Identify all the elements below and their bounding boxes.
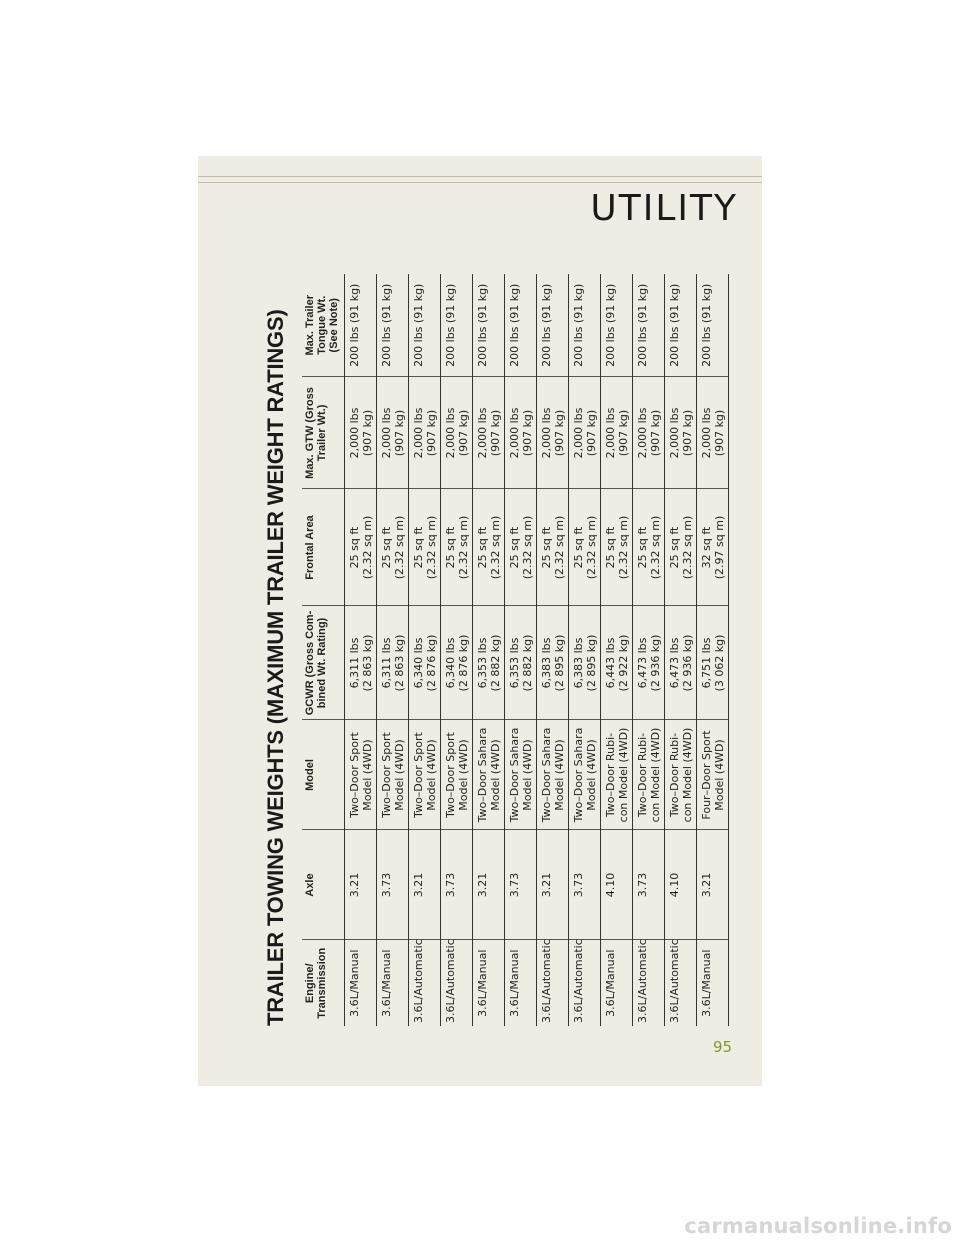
cell-max-gtw: 2,000 lbs (907 kg) <box>345 377 377 489</box>
cell-frontal-area: 25 sq ft (2.32 sq m) <box>377 489 409 606</box>
cell-gcwr: 6,751 lbs (3 062 kg) <box>697 606 729 720</box>
watermark-text: carmanualsonline.info <box>684 1214 952 1238</box>
towing-weights-table <box>302 274 729 1026</box>
cell-model: Four–Door Sport Model (4WD) <box>697 720 729 830</box>
cell-frontal-area: 25 sq ft (2.32 sq m) <box>473 489 505 606</box>
cell-axle: 3.73 <box>377 830 409 940</box>
table-row <box>441 274 473 1026</box>
table-row <box>409 274 441 1026</box>
cell-model: Two–Door Sahara Model (4WD) <box>505 720 537 830</box>
cell-axle: 3.73 <box>505 830 537 940</box>
cell-engine-transmission: 3.6L/Automatic <box>441 940 473 1026</box>
section-title: UTILITY <box>590 188 738 229</box>
cell-max-tongue-weight: 200 lbs (91 kg) <box>377 274 409 377</box>
table-row <box>633 274 665 1026</box>
cell-model: Two–Door Rubi- con Model (4WD) <box>633 720 665 830</box>
cell-model: Two–Door Rubi- con Model (4WD) <box>665 720 697 830</box>
cell-frontal-area: 25 sq ft (2.32 sq m) <box>537 489 569 606</box>
cell-frontal-area: 25 sq ft (2.32 sq m) <box>409 489 441 606</box>
cell-gcwr: 6,443 lbs (2 922 kg) <box>601 606 633 720</box>
table-title: TRAILER TOWING WEIGHTS (MAXIMUM TRAILER WEIGHT RATINGS) <box>263 309 288 1026</box>
header-axle: Axle <box>302 830 345 940</box>
header-rule <box>198 182 762 183</box>
cell-max-tongue-weight: 200 lbs (91 kg) <box>665 274 697 377</box>
header-max-tongue-weight: Max. Trailer Tongue Wt. (See Note) <box>302 274 345 377</box>
cell-max-tongue-weight: 200 lbs (91 kg) <box>633 274 665 377</box>
cell-model: Two–Door Sahara Model (4WD) <box>537 720 569 830</box>
cell-max-gtw: 2,000 lbs (907 kg) <box>409 377 441 489</box>
cell-axle: 4.10 <box>601 830 633 940</box>
table-row <box>697 274 729 1026</box>
cell-max-gtw: 2,000 lbs (907 kg) <box>665 377 697 489</box>
cell-engine-transmission: 3.6L/Automatic <box>569 940 601 1026</box>
cell-model: Two–Door Sport Model (4WD) <box>345 720 377 830</box>
header-gcwr: GCWR (Gross Com- bined Wt. Rating) <box>302 606 345 720</box>
cell-frontal-area: 32 sq ft (2.97 sq m) <box>697 489 729 606</box>
cell-engine-transmission: 3.6L/Automatic <box>665 940 697 1026</box>
cell-max-gtw: 2,000 lbs (907 kg) <box>441 377 473 489</box>
page-number: 95 <box>713 1038 733 1056</box>
cell-engine-transmission: 3.6L/Manual <box>345 940 377 1026</box>
cell-model: Two–Door Sport Model (4WD) <box>377 720 409 830</box>
cell-engine-transmission: 3.6L/Automatic <box>633 940 665 1026</box>
cell-model: Two–Door Sahara Model (4WD) <box>569 720 601 830</box>
cell-max-tongue-weight: 200 lbs (91 kg) <box>409 274 441 377</box>
cell-axle: 3.21 <box>473 830 505 940</box>
cell-model: Two–Door Sport Model (4WD) <box>441 720 473 830</box>
cell-frontal-area: 25 sq ft (2.32 sq m) <box>665 489 697 606</box>
table-row <box>665 274 697 1026</box>
cell-engine-transmission: 3.6L/Manual <box>473 940 505 1026</box>
cell-max-gtw: 2,000 lbs (907 kg) <box>473 377 505 489</box>
table-row <box>345 274 377 1026</box>
cell-frontal-area: 25 sq ft (2.32 sq m) <box>633 489 665 606</box>
cell-model: Two–Door Sport Model (4WD) <box>409 720 441 830</box>
cell-max-gtw: 2,000 lbs (907 kg) <box>377 377 409 489</box>
cell-max-tongue-weight: 200 lbs (91 kg) <box>505 274 537 377</box>
cell-max-gtw: 2,000 lbs (907 kg) <box>505 377 537 489</box>
cell-frontal-area: 25 sq ft (2.32 sq m) <box>441 489 473 606</box>
cell-frontal-area: 25 sq ft (2.32 sq m) <box>569 489 601 606</box>
header-model: Model <box>302 720 345 830</box>
cell-gcwr: 6,340 lbs (2 876 kg) <box>441 606 473 720</box>
cell-axle: 3.73 <box>569 830 601 940</box>
cell-axle: 3.21 <box>697 830 729 940</box>
cell-max-gtw: 2,000 lbs (907 kg) <box>697 377 729 489</box>
cell-max-tongue-weight: 200 lbs (91 kg) <box>601 274 633 377</box>
cell-axle: 3.21 <box>537 830 569 940</box>
table-row <box>505 274 537 1026</box>
table-row <box>601 274 633 1026</box>
cell-max-gtw: 2,000 lbs (907 kg) <box>633 377 665 489</box>
cell-max-tongue-weight: 200 lbs (91 kg) <box>697 274 729 377</box>
table-row <box>569 274 601 1026</box>
cell-max-gtw: 2,000 lbs (907 kg) <box>537 377 569 489</box>
header-rule <box>198 176 762 177</box>
cell-model: Two–Door Rubi- con Model (4WD) <box>601 720 633 830</box>
towing-table-rotated <box>250 274 725 1026</box>
cell-engine-transmission: 3.6L/Manual <box>505 940 537 1026</box>
table-header-row <box>302 274 345 1026</box>
cell-engine-transmission: 3.6L/Automatic <box>537 940 569 1026</box>
cell-gcwr: 6,383 lbs (2 895 kg) <box>569 606 601 720</box>
cell-max-tongue-weight: 200 lbs (91 kg) <box>569 274 601 377</box>
cell-gcwr: 6,353 lbs (2 882 kg) <box>473 606 505 720</box>
cell-axle: 4.10 <box>665 830 697 940</box>
header-max-gtw: Max. GTW (Gross Trailer Wt.) <box>302 377 345 489</box>
cell-max-tongue-weight: 200 lbs (91 kg) <box>441 274 473 377</box>
table-row <box>537 274 569 1026</box>
header-engine-transmission: Engine/ Transmission <box>302 940 345 1026</box>
cell-axle: 3.73 <box>633 830 665 940</box>
cell-gcwr: 6,311 lbs (2 863 kg) <box>345 606 377 720</box>
cell-gcwr: 6,473 lbs (2 936 kg) <box>665 606 697 720</box>
cell-engine-transmission: 3.6L/Manual <box>601 940 633 1026</box>
cell-gcwr: 6,383 lbs (2 895 kg) <box>537 606 569 720</box>
cell-frontal-area: 25 sq ft (2.32 sq m) <box>505 489 537 606</box>
cell-max-tongue-weight: 200 lbs (91 kg) <box>345 274 377 377</box>
header-frontal-area: Frontal Area <box>302 489 345 606</box>
cell-model: Two–Door Sahara Model (4WD) <box>473 720 505 830</box>
cell-axle: 3.21 <box>409 830 441 940</box>
cell-frontal-area: 25 sq ft (2.32 sq m) <box>345 489 377 606</box>
cell-engine-transmission: 3.6L/Manual <box>697 940 729 1026</box>
cell-gcwr: 6,353 lbs (2 882 kg) <box>505 606 537 720</box>
cell-axle: 3.73 <box>441 830 473 940</box>
table-row <box>473 274 505 1026</box>
cell-max-tongue-weight: 200 lbs (91 kg) <box>473 274 505 377</box>
cell-max-tongue-weight: 200 lbs (91 kg) <box>537 274 569 377</box>
cell-gcwr: 6,473 lbs (2 936 kg) <box>633 606 665 720</box>
cell-max-gtw: 2,000 lbs (907 kg) <box>601 377 633 489</box>
cell-engine-transmission: 3.6L/Manual <box>377 940 409 1026</box>
cell-gcwr: 6,311 lbs (2 863 kg) <box>377 606 409 720</box>
cell-max-gtw: 2,000 lbs (907 kg) <box>569 377 601 489</box>
cell-axle: 3.21 <box>345 830 377 940</box>
table-row <box>377 274 409 1026</box>
cell-frontal-area: 25 sq ft (2.32 sq m) <box>601 489 633 606</box>
cell-engine-transmission: 3.6L/Automatic <box>409 940 441 1026</box>
cell-gcwr: 6,340 lbs (2 876 kg) <box>409 606 441 720</box>
